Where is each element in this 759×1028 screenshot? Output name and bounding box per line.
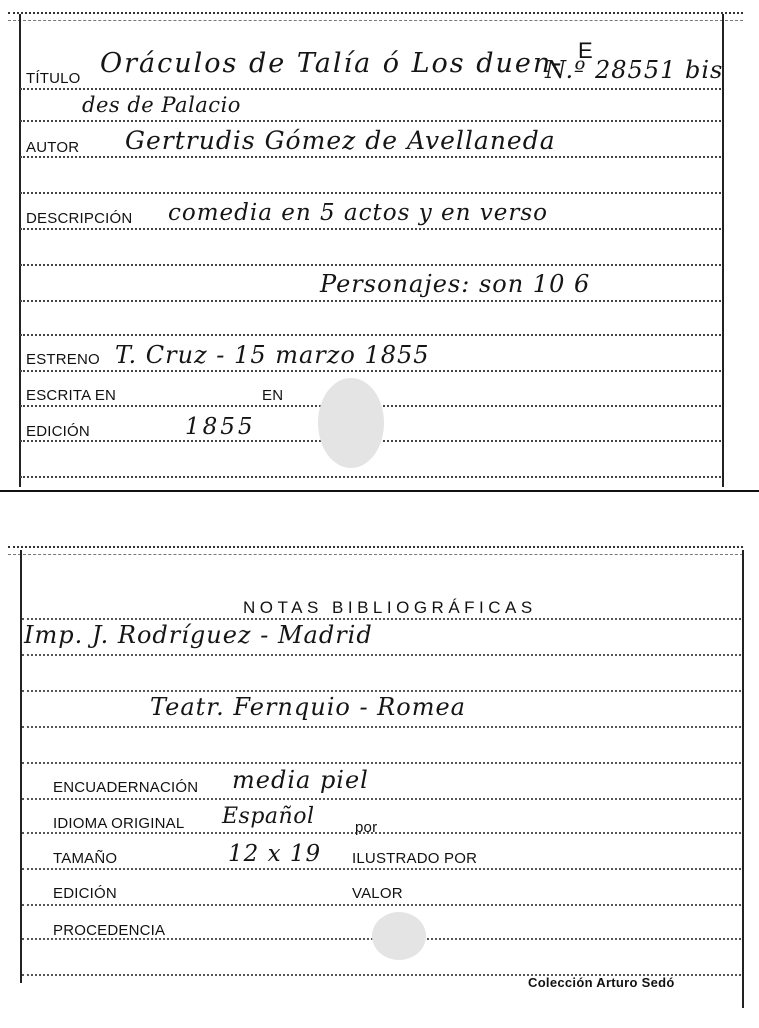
ilustrado-por-label: ILUSTRADO POR [352,850,478,867]
descripcion-label: DESCRIPCIÓN [26,210,133,227]
ink-smudge [318,378,384,468]
titulo-label: TÍTULO [26,70,81,87]
card-torn-edge [8,12,743,21]
catalog-letter-mark: E [578,38,593,63]
valor-label: VALOR [352,885,403,902]
ruled-line [22,618,741,620]
idioma-original-label: IDIOMA ORIGINAL [53,815,185,832]
procedencia-label: PROCEDENCIA [53,922,166,939]
note-theatre: Teatr. Fernquio - Romea [150,693,466,721]
ruled-line [20,476,721,478]
ruled-line [22,904,741,906]
catalog-number: N.º 28551 bis [545,56,724,84]
ruled-line [20,156,721,158]
ruled-line [22,654,741,656]
card-right-border [742,550,744,1008]
autor-value: Gertrudis Gómez de Avellaneda [125,126,556,155]
encuadernacion-label: ENCUADERNACIÓN [53,779,199,796]
ruled-line [20,334,721,336]
tamano-value: 12 x 19 [228,841,322,867]
ruled-line [20,264,721,266]
card-separator-line [0,490,759,492]
card-left-border [19,14,21,487]
ruled-line [22,798,741,800]
card-right-border [722,14,724,487]
edicion-back-label: EDICIÓN [53,885,117,902]
ruled-line [22,762,741,764]
edicion-value: 1855 [185,414,256,440]
ink-smudge [372,912,426,960]
tamano-label: TAMAÑO [53,850,118,867]
note-printer: Imp. J. Rodríguez - Madrid [24,621,373,649]
descripcion-value: comedia en 5 actos y en verso [168,200,549,226]
ruled-line [22,726,741,728]
autor-label: AUTOR [26,139,80,156]
ruled-line [20,370,721,372]
ruled-line [20,120,721,122]
ruled-line [20,192,721,194]
ruled-line [20,88,721,90]
ruled-line [22,868,741,870]
por-label: por [355,819,378,836]
edicion-label: EDICIÓN [26,423,90,440]
encuadernacion-value: media piel [232,766,369,794]
titulo-value: Oráculos de Talía ó Los duen- [100,48,564,79]
collection-credit: Colección Arturo Sedó [528,975,675,990]
ruled-line [22,690,741,692]
card-torn-edge [8,546,743,555]
escrita-en-label: ESCRITA EN [26,387,117,404]
catalog-card-front [0,0,759,495]
notas-bibliograficas-heading: NOTAS BIBLIOGRÁFICAS [243,598,537,617]
estreno-value: T. Cruz - 15 marzo 1855 [115,341,430,369]
ruled-line [20,300,721,302]
en-label: EN [262,387,284,404]
card-left-border [20,550,22,983]
estreno-label: ESTRENO [26,351,100,368]
idioma-original-value: Español [222,804,315,829]
ruled-line [20,228,721,230]
ruled-line [22,832,741,834]
personajes-value: Personajes: son 10 6 [320,270,591,298]
titulo-value-continued: des de Palacio [82,93,241,117]
